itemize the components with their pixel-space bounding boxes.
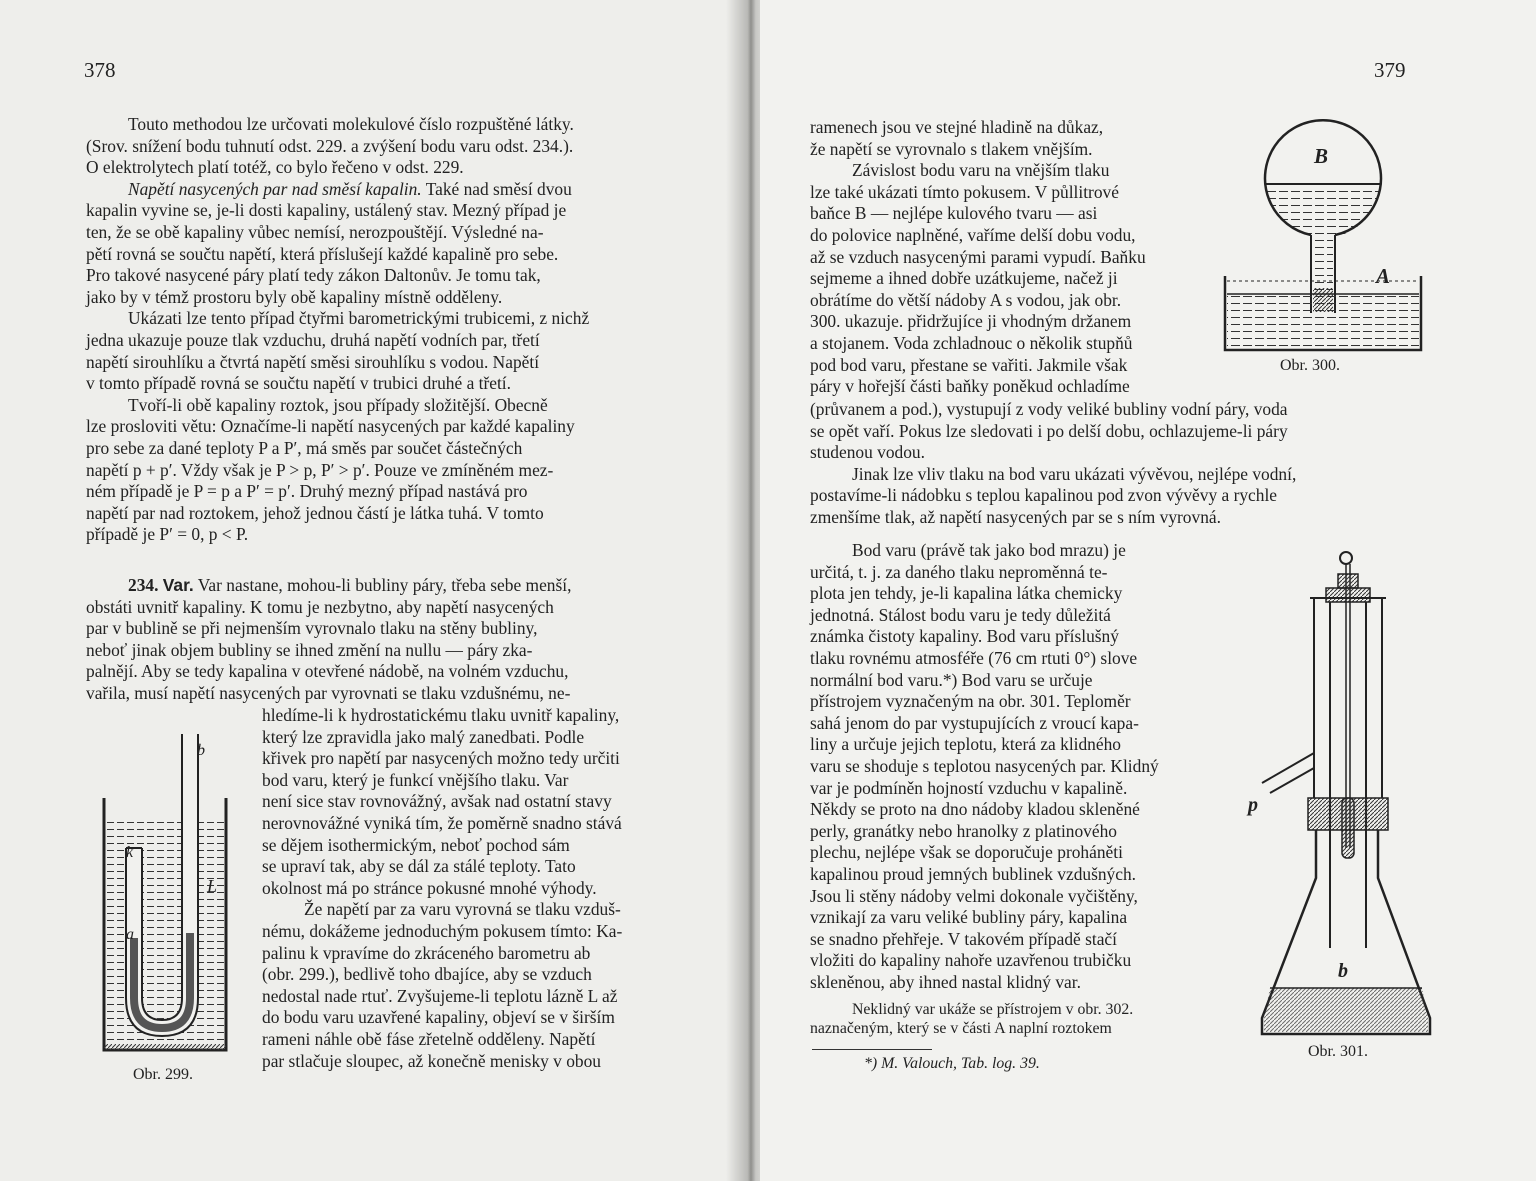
text-line: neboť jinak objem bubliny se ihned změní na nullu — páry zka- [86, 639, 533, 660]
text-line: Ukázati lze tento případ čtyřmi barometrickými trubicemi, z nichž [128, 308, 590, 329]
paragraph [86, 179, 689, 309]
text-line: známka čistoty kapaliny. Bod varu příslušný [810, 626, 1119, 647]
text-line: Někdy se proto na dno nádoby kladou skleněné [810, 799, 1140, 820]
paragraph-title: Napětí nasycených par nad směsí kapalin. [128, 178, 422, 199]
text-line: napětí par nad roztokem, jehož jednou částí je látka tuhá. V tomto [86, 502, 544, 523]
figure-label-B: B [1314, 144, 1329, 168]
paragraph [262, 705, 690, 899]
text-line: se upraví tak, aby se dál za stálé teploty. Tato [262, 856, 576, 877]
text-block-beside-figure [262, 705, 690, 1072]
text-line: až se vzduch nasycenými parami vypudí. Baňku [810, 246, 1146, 267]
text-line: Neklidný var ukáže se přístrojem v obr. 302. [852, 1001, 1134, 1018]
right-page [760, 0, 1536, 1181]
text-line: který lze zpravidla jako malý zanedbati. Podle [262, 726, 585, 747]
text-line: okolnost má po stránce pokusné mnohé výhody. [262, 877, 597, 898]
text-line: určitá, t. j. za daného tlaku neproměnná te- [810, 561, 1108, 582]
text-line: par v bublině se při nejmenším vyrovnalo tlaku na stěny bubliny, [86, 618, 538, 639]
text-line: 300. ukazuje. přidržujíce ji vhodným držanem [810, 311, 1132, 332]
text-line: vařila, musí napětí nasycených par vyrovnati se tlaku vzdušnému, ne- [86, 682, 571, 703]
text-block-full-width [810, 399, 1410, 529]
figure-label-A: A [1376, 264, 1391, 288]
text-line: není sice stav rovnovážný, avšak nad ostatní stavy [262, 791, 612, 812]
text-line: jako by v témž prostoru byly obě kapaliny místně odděleny. [86, 286, 503, 307]
text-line: nému, dokážeme jednoduchým pokusem tímto: Ka- [262, 920, 623, 941]
text-line: (průvanem a pod.), vystupují z vody veliké bubliny vodní páry, voda [810, 399, 1288, 419]
text-line: Var nastane, mohou-li bubliny páry, třeba sebe menší, [197, 575, 572, 595]
text-line: se dějem isothermickým, neboť pochod sám [262, 834, 570, 855]
text-line: jedna ukazuje pouze tlak vzduchu, druhá napětí vodních par, třetí [86, 329, 540, 350]
text-block-beside-fig300 [810, 117, 1206, 398]
paragraph [810, 160, 1206, 398]
text-line: hledíme-li k hydrostatickému tlaku uvnitř kapaliny, [262, 705, 620, 725]
text-line: (Srov. snížení bodu tuhnutí odst. 229. a zvýšení bodu varu odst. 234.). [86, 135, 574, 156]
text-line: a stojanem. Voda zchladnouc o několik stupňů [810, 332, 1133, 353]
text-line: studenou vodou. [810, 442, 925, 463]
text-line: pod bod varu, přestane se vařiti. Jakmile však [810, 354, 1128, 375]
text-line: v tomto případě rovná se součtu napětí v trubici druhé a třetí. [86, 373, 511, 394]
text-line: zmenšíme tlak, až napětí nasycených par se s ním vyrovná. [810, 506, 1221, 527]
page-number: 379 [1374, 58, 1406, 82]
text-block-small [810, 1000, 1230, 1038]
text-line: lze také ukázati tímto pokusem. V půllitrové [810, 181, 1119, 202]
paragraph [86, 308, 689, 394]
figure-label-k: k [126, 844, 134, 861]
text-line: do bodu varu uzavřené kapaliny, objeví se v širším [262, 1007, 615, 1028]
text-block-top [86, 114, 689, 546]
text-line: přístrojem vyznačeným na obr. 301. Teploměr [810, 691, 1131, 712]
text-line: plota jen tehdy, je-li kapalina látka chemicky [810, 583, 1123, 604]
text-line: palinu k vpravíme do zkráceného barometru ab [262, 942, 591, 963]
text-line: ném případě je P = p a P′ = p′. Druhý mezný případ nastává pro [86, 481, 528, 502]
text-line: vložiti do kapaliny nahoře uzavřenou trubičku [810, 950, 1132, 971]
text-line: Touto methodou lze určovati molekulové číslo rozpuštěné látky. [128, 114, 574, 134]
text-line: Bod varu (právě tak jako bod mrazu) je [852, 540, 1126, 560]
section-number: 234. [128, 575, 159, 595]
text-line: ramenech jsou ve stejné hladině na důkaz, [810, 117, 1104, 137]
text-line: křivek pro napětí par nasycených možno tedy určiti [262, 748, 620, 769]
figure-caption: Obr. 300. [1280, 357, 1340, 374]
text-line: bod varu, který je funkcí vnějšího tlaku. Var [262, 769, 569, 790]
text-line: se snadno přehřeje. V takovém případě stačí [810, 928, 1117, 949]
text-line: do polovice naplněné, vaříme delší dobu vodu, [810, 224, 1136, 245]
text-line: postavíme-li nádobku s teplou kapalinou pod zvon vývěvy a rychle [810, 485, 1278, 506]
text-line: případě je P′ = 0, p < P. [86, 524, 249, 545]
text-line: Také nad směsí dvou [425, 178, 572, 199]
text-line: liny a určuje jejich teplotu, která za klidného [810, 734, 1121, 755]
text-line: že napětí se vyrovnalo s tlakem vnějším. [810, 138, 1093, 159]
text-line: var je podmíněn hojností vzduchu v kapalině. [810, 777, 1128, 798]
text-line: O elektrolytech platí totéž, co bylo řečeno v odst. 229. [86, 157, 464, 178]
figure-label-L: L [207, 876, 218, 896]
text-line: Pro takové nasycené páry platí tedy zákon Daltonův. Je tomu tak, [86, 265, 541, 286]
figure-301 [1250, 548, 1440, 1038]
figure-300 [1218, 118, 1428, 353]
text-line: nedostal nade rtuť. Zvyšujeme-li teplotu lázně L až [262, 985, 618, 1006]
paragraph [86, 114, 689, 179]
figure-label-a: a [126, 926, 134, 943]
text-line: (obr. 299.), bedlivě toho dbajíce, aby se vzduch [262, 964, 592, 985]
paragraph [810, 540, 1206, 993]
text-line: obrátíme do větší nádoby A s vodou, jak obr. [810, 289, 1122, 310]
text-line: pětí rovná se součtu napětí, která příslušejí každé kapalině pro sebe. [86, 243, 559, 264]
text-line: par stlačuje sloupec, až konečně menisky v obou [262, 1050, 602, 1071]
text-line: skleněnou, aby ihned nastal klidný var. [810, 971, 1081, 992]
text-line: vznikají za varu veliké bubliny páry, kapalina [810, 907, 1128, 928]
text-line: se opět vaří. Pokus lze sledovati i po delší dobu, ochlazujeme-li páry [810, 420, 1288, 441]
paragraph [810, 464, 1410, 529]
text-line: Jinak lze vliv tlaku na bod varu ukázati vývěvou, nejlépe vodní, [852, 463, 1297, 484]
paragraph [810, 399, 1410, 464]
text-line: ten, že se obě kapaliny vůbec nemísí, nerozpouštějí. Výsledné na- [86, 221, 544, 242]
figure-label-b: b [1338, 960, 1348, 982]
paragraph [86, 575, 689, 705]
text-line: Jsou li stěny nádoby velmi dokonale vyčištěny, [810, 885, 1138, 906]
paragraph [810, 1000, 1230, 1038]
text-line: pro sebe za dané teploty P a P′, má směs par součet částečných [86, 437, 523, 458]
figure-299 [96, 728, 236, 1058]
text-line: varu se shoduje s teplotou nasycených par. Klidný [810, 755, 1159, 776]
paragraph [86, 395, 689, 546]
figure-caption: Obr. 301. [1308, 1043, 1368, 1060]
text-line: páry v hořejší části baňky poněkud ochladíme [810, 376, 1130, 397]
footnote-rule [812, 1049, 932, 1050]
text-line: napětí p + p′. Vždy však je P > p, P′ > p′. Pouze ve zmíněném mez- [86, 459, 554, 480]
figure-caption: Obr. 299. [133, 1066, 193, 1083]
text-line: obstáti uvnitř kapaliny. K tomu je nezbytno, aby napětí nasycených [86, 596, 554, 617]
paragraph [810, 117, 1206, 160]
text-line: jednotná. Stálost bodu varu je tedy důležitá [810, 604, 1111, 625]
footnote: *) M. Valouch, Tab. log. 39. [864, 1055, 1040, 1072]
text-line: kapalinou proud jemných bublinek vzdušných. [810, 863, 1137, 884]
text-line: plechu, nejlépe však se doporučuje proháněti [810, 842, 1123, 863]
text-line: naznačeným, který se v části A naplní roztokem [810, 1020, 1112, 1037]
text-line: kapalin vyvine se, je-li dosti kapaliny, ustálený stav. Mezný případ je [86, 200, 567, 221]
text-block-section-234 [86, 575, 689, 705]
text-line: lze prosloviti větu: Označíme-li napětí nasycených par každé kapaliny [86, 416, 575, 437]
text-line: Závislost bodu varu na vnějším tlaku [852, 160, 1110, 181]
text-line: baňce B — nejlépe kulového tvaru — asi [810, 203, 1098, 224]
left-page [0, 0, 760, 1181]
text-line: sejmeme a ihned dobře uzátkujeme, načež ji [810, 268, 1118, 289]
text-line: napětí sirouhlíku a čtvrtá napětí směsi sirouhlíku s vodou. Napětí [86, 351, 540, 372]
text-line: Že napětí par za varu vyrovná se tlaku vzduš- [304, 899, 621, 920]
text-line: perly, granátky nebo hranolky z platinového [810, 820, 1117, 841]
text-line: tlaku rovnému atmosféře (76 cm rtuti 0°) slove [810, 647, 1138, 668]
text-line: sahá jenom do par vystupujících z vroucí kapa- [810, 712, 1139, 733]
figure-label-b: b [197, 742, 205, 759]
text-block-beside-fig301 [810, 540, 1206, 993]
text-line: rameni náhle obě fáse zřetelně odděleny. Napětí [262, 1028, 596, 1049]
text-line: Tvoří-li obě kapaliny roztok, jsou případy složitější. Obecně [128, 394, 548, 415]
figure-label-p: p [1248, 794, 1258, 816]
text-line: palnějí. Aby se tedy kapalina v otevřené nádobě, na volném vzduchu, [86, 661, 569, 682]
paragraph [262, 899, 690, 1072]
section-title: Var. [162, 575, 194, 595]
text-line: nerovnovážné vyniká tím, že poměrně snadno stává [262, 812, 622, 833]
text-line: normální bod varu.*) Bod varu se určuje [810, 669, 1093, 690]
page-number: 378 [84, 58, 116, 82]
